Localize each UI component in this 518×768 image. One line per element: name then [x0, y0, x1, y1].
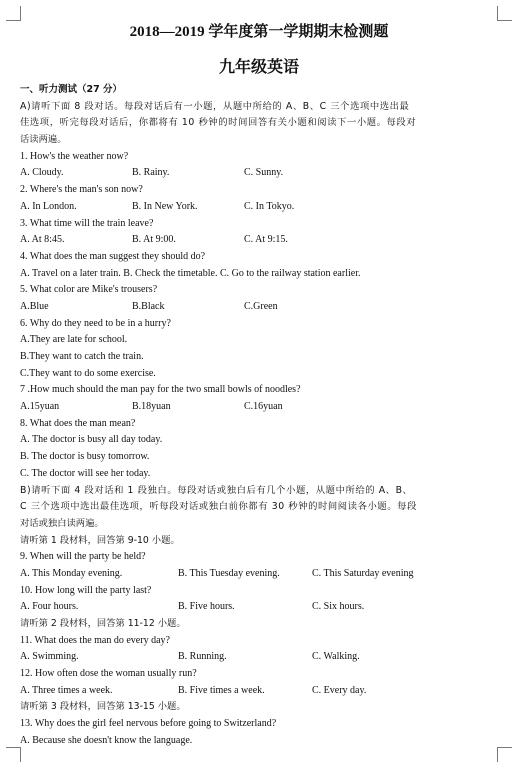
part-b-instruction-line: B)请听下面 4 段对话和 1 段独白。每段对话或独白后有几个小题，从题中所给的 A、B、 — [20, 484, 413, 496]
option-b: B. Rainy. — [132, 167, 170, 179]
question-12-options — [20, 683, 504, 700]
question-2: 2. Where's the man's son now? — [20, 184, 143, 196]
question-4-options: A. Travel on a later train. B. Check the timetable. C. Go to the railway station earlier. — [20, 267, 361, 279]
option-b: B.Black — [132, 300, 165, 312]
option-c: C. This Saturday evening — [312, 567, 414, 579]
option-b: B. At 9:00. — [132, 234, 176, 246]
option-a: A. The doctor is busy all day today. — [20, 434, 163, 446]
option-a: A. At 8:45. — [20, 234, 65, 246]
question-6: 6. Why do they need to be in a hurry? — [20, 317, 171, 329]
question-8: 8. What does the man mean? — [20, 417, 136, 429]
question-3-options — [20, 232, 504, 249]
material-note-2: 请听第 2 段材料，回答第 11-12 小题。 — [20, 618, 186, 629]
option-c: C. Six hours. — [312, 601, 365, 613]
question-1: 1. How's the weather now? — [20, 150, 129, 162]
exam-body — [20, 82, 504, 750]
question-13: 13. Why does the girl feel nervous before going to Switzerland? — [20, 718, 277, 730]
option-b: B. Five times a week. — [178, 684, 265, 696]
option-b: B. The doctor is busy tomorrow. — [20, 451, 150, 463]
option-b: B. This Tuesday evening. — [178, 567, 280, 579]
option-c: C.Green — [244, 300, 278, 312]
part-a-instruction-line: A)请听下面 8 段对话。每段对话后有一小题，从题中所给的 A、B、C 三个选项中选出最 — [20, 100, 410, 112]
option-a: A. Four hours. — [20, 601, 79, 613]
option-b: B. Running. — [178, 651, 227, 663]
option-c: C. Every day. — [312, 684, 367, 696]
question-4: 4. What does the man suggest they should do? — [20, 250, 206, 262]
option-c: C. At 9:15. — [244, 234, 288, 246]
question-9-options — [20, 566, 504, 583]
material-note-3: 请听第 3 段材料，回答第 13-15 小题。 — [20, 701, 186, 713]
option-c: C.They want to do some exercise. — [20, 367, 156, 379]
question-11: 11. What does the man do every day? — [20, 634, 170, 646]
part-b-instruction-line: C 三个选项中选出最佳选项，听每段对话或独白前你都有 30 秒钟的时间阅读各小题。每段 — [20, 501, 417, 513]
option-b: B. Five hours. — [178, 601, 235, 613]
option-a: A.Blue — [20, 300, 49, 312]
option-b: B.They want to catch the train. — [20, 351, 144, 362]
exam-subtitle: 九年级英语 — [218, 59, 299, 76]
crop-mark-bottom-left — [6, 747, 21, 762]
part-a-instruction-line: 话读两遍。 — [20, 134, 67, 146]
option-a: A.They are late for school. — [20, 334, 128, 346]
option-c: C. Sunny. — [244, 167, 284, 179]
option-c: C. The doctor will see her today. — [20, 467, 151, 479]
question-7: 7 .How much should the man pay for the two small bowls of noodles? — [20, 384, 301, 396]
section-heading: 一、听力测试（27 分） — [20, 84, 123, 95]
crop-mark-top-right — [497, 6, 512, 21]
part-b-instruction-line: 对话或独白读两遍。 — [20, 517, 104, 529]
question-7-options — [20, 399, 504, 416]
option-b: B.18yuan — [132, 401, 171, 413]
option-b: B. In New York. — [132, 200, 198, 212]
option-a: A. Swimming. — [20, 651, 79, 663]
exam-title: 2018—2019 学年度第一学期期末检测题 — [129, 24, 389, 40]
part-a-instruction-line: 佳选项，听完每段对话后，你都将有 10 秒钟的时间回答有关小题和阅读下一小题。每段对 — [20, 117, 417, 129]
option-a: A. Because she doesn't know the language. — [20, 734, 193, 746]
option-c: C. Walking. — [312, 651, 360, 663]
option-c: C. In Tokyo. — [244, 200, 295, 212]
question-3: 3. What time will the train leave? — [20, 217, 154, 229]
question-5-options — [20, 299, 504, 316]
option-c: C.16yuan — [244, 401, 283, 413]
option-a: A. Three times a week. — [20, 684, 113, 696]
question-12: 12. How often dose the woman usually run? — [20, 668, 197, 680]
question-5: 5. What color are Mike's trousers? — [20, 284, 158, 296]
crop-mark-top-left — [6, 6, 21, 21]
option-a: A.15yuan — [20, 401, 60, 413]
question-2-options — [20, 199, 504, 216]
question-9: 9. When will the party be held? — [20, 551, 146, 563]
material-note-1: 请听第 1 段材料，回答第 9-10 小题。 — [20, 534, 180, 546]
option-a: A. This Monday evening. — [20, 567, 123, 579]
option-a: A. In London. — [20, 200, 77, 212]
option-a: A. Cloudy. — [20, 167, 64, 179]
question-10: 10. How long will the party last? — [20, 584, 152, 596]
question-11-options — [20, 649, 504, 666]
question-1-options — [20, 165, 504, 182]
question-10-options — [20, 599, 504, 616]
